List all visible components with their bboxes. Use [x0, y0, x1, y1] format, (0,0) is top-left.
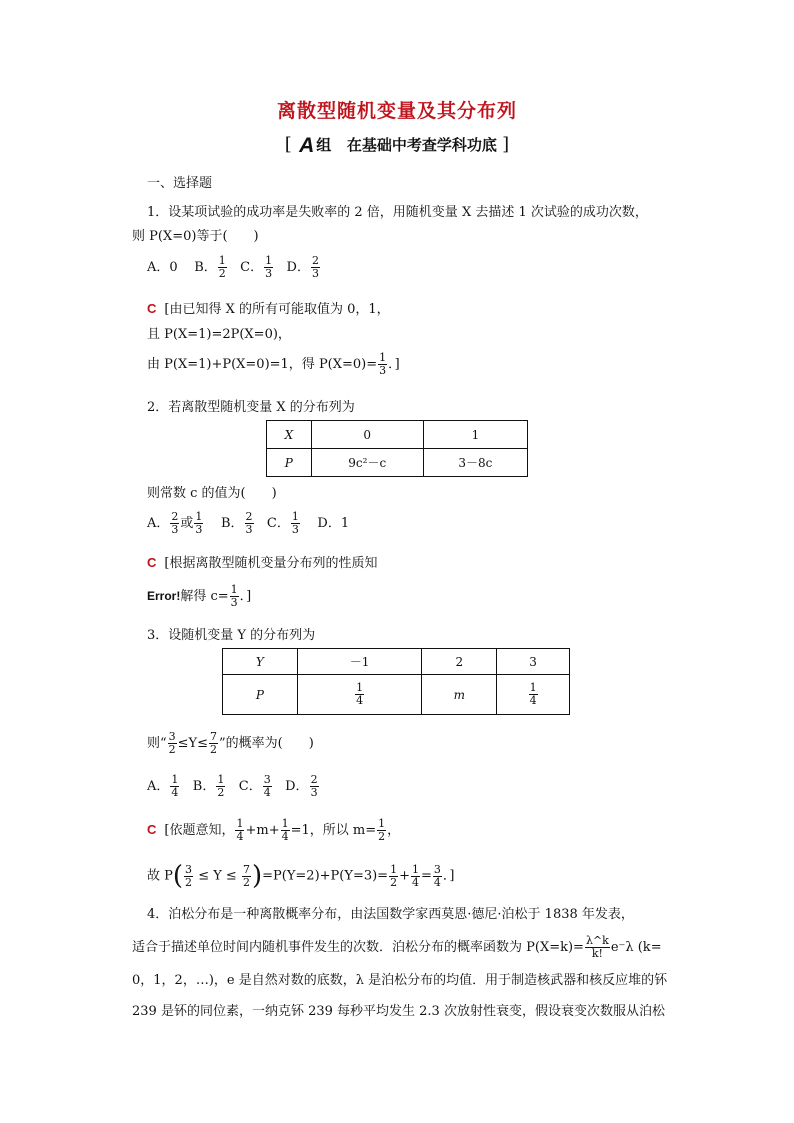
q2-solution-line2 [147, 584, 251, 609]
q3-options [147, 774, 320, 799]
q3-table-header-3: 3 [497, 649, 570, 675]
q3-option-c-fraction: $\frac{3}{4}$ [263, 773, 271, 799]
q3-solution-mid1: +m+ [245, 823, 280, 838]
q1-solution-text1: [由已知得 X 的所有可能取值为 0，1， [164, 302, 390, 317]
q4-line2 [132, 935, 662, 960]
q1-solution-line2: 且 P(X=1)=2P(X=0)， [147, 327, 291, 342]
q4-line2-text: 适合于描述单位时间内随机事件发生的次数．泊松分布的概率函数为 P(X=k)= [132, 940, 584, 955]
q3-solution-line1 [147, 818, 400, 843]
q4-line3: 0，1，2，…)，e 是自然对数的底数，λ 是泊松分布的均值．用于制造核武器和核反应堆的钚 [132, 973, 668, 988]
q3-solution-text1b: =1，所以 m= [290, 823, 377, 838]
group-letter: A [299, 134, 315, 157]
q3-solution-fraction8: $\frac{3}{4}$ [433, 862, 441, 889]
q3-option-b: B． [192, 779, 216, 794]
q2-options [147, 511, 349, 536]
q3-solution-equals: = [420, 868, 432, 884]
q2-stem: 2．若离散型随机变量 X 的分布列为 [147, 400, 355, 415]
q3-table-p3: $\frac{1}{4}$ [497, 675, 570, 715]
q1-option-a: A．0 [147, 260, 178, 275]
page-title: 离散型随机变量及其分布列 [276, 100, 517, 122]
q2-error-marker: Error! [147, 589, 181, 603]
q2-question: 则常数 c 的值为( ) [147, 486, 277, 501]
q3-solution-fraction6: $\frac{1}{2}$ [390, 862, 398, 889]
q1-stem-line2: 则 P(X=0)等于( ) [132, 229, 259, 244]
q3-table-p-neg1: $\frac{1}{4}$ [297, 675, 422, 715]
q3-solution-text2: 故 P [147, 868, 173, 884]
q2-table-row-p: P [267, 449, 312, 477]
q3-answer: C [147, 822, 157, 837]
q1-stem-line1: 1．设某项试验的成功率是失败率的 2 倍，用随机变量 X 去描述 1 次试验的成功次数， [147, 205, 648, 220]
q2-distribution-table [266, 420, 528, 477]
q3-solution-text2b: =P(Y=2)+P(Y=3)= [262, 868, 389, 884]
group-close-bracket: ] [502, 134, 510, 155]
q2-option-d: D．1 [317, 516, 350, 531]
group-heading [0, 134, 794, 158]
q3-table-header-y: Y [223, 649, 298, 675]
q3-solution-text1: [依题意知， [164, 823, 235, 838]
q1-option-b-fraction: $\frac{1}{2}$ [218, 254, 226, 280]
q1-solution-text3: 由 P(X=1)+P(X=0)=1，得 P(X=0)= [147, 357, 378, 372]
q3-table-header-2: 2 [422, 649, 497, 675]
q2-table-header-1: 1 [423, 421, 527, 449]
q1-option-d-fraction: $\frac{2}{3}$ [311, 254, 319, 280]
q2-solution-text2: 解得 c= [180, 589, 229, 604]
q2-table-p0: 9c²－c [311, 449, 423, 477]
q2-option-b: B． [220, 516, 244, 531]
group-open-bracket: [ [284, 134, 292, 155]
q2-solution-fraction: $\frac{1}{3}$ [230, 583, 238, 609]
q3-solution-fraction2: $\frac{1}{4}$ [281, 817, 289, 843]
q3-solution-text1c: ， [387, 823, 401, 838]
q3-solution-line2 [147, 861, 454, 891]
q2-table-header-0: 0 [311, 421, 423, 449]
q3-question-end: ”的概率为( ) [219, 736, 314, 751]
q3-option-d: D． [285, 779, 309, 794]
q2-option-b-fraction: $\frac{2}{3}$ [245, 510, 253, 536]
q1-answer: C [147, 301, 157, 316]
q3-table-header-neg1: －1 [297, 649, 422, 675]
q3-solution-fraction3: $\frac{1}{2}$ [378, 817, 386, 843]
q1-options [147, 255, 321, 280]
q2-solution-line1 [147, 552, 377, 571]
section-heading: 一、选择题 [147, 176, 213, 191]
q3-solution-end: ．] [442, 868, 455, 884]
q2-answer: C [147, 555, 157, 570]
q3-solution-fraction4: $\frac{3}{2}$ [185, 862, 193, 889]
group-text: 在基础中考查学科功底 [346, 136, 497, 154]
q3-question-start: 则“ [147, 736, 167, 751]
q1-option-d: D． [286, 260, 310, 275]
q3-question-fraction2: $\frac{7}{2}$ [210, 730, 218, 756]
q3-table-row-p: P [223, 675, 298, 715]
q1-solution-fraction: $\frac{1}{3}$ [379, 351, 387, 377]
q3-option-a-fraction: $\frac{1}{4}$ [171, 773, 179, 799]
q2-option-c-fraction: $\frac{1}{3}$ [291, 510, 299, 536]
q1-option-c-fraction: $\frac{1}{3}$ [265, 254, 273, 280]
q3-stem: 3．设随机变量 Y 的分布列为 [147, 628, 316, 643]
q1-solution-end: ．] [388, 357, 400, 372]
q1-solution-line1 [147, 298, 390, 317]
q2-option-a-or: 或 [180, 516, 194, 531]
q2-option-a-fraction2: $\frac{1}{3}$ [195, 510, 203, 536]
q3-solution-plus: + [399, 868, 410, 884]
q3-option-c: C． [238, 779, 262, 794]
q1-solution-line3 [147, 352, 400, 377]
q3-option-b-fraction: $\frac{1}{2}$ [217, 773, 225, 799]
q4-line1: 4．泊松分布是一种离散概率分布，由法国数学家西莫恩·德尼·泊松于 1838 年发表， [147, 907, 634, 922]
q2-table-header-x: X [267, 421, 312, 449]
q4-line2-end: e⁻λ (k= [610, 940, 662, 955]
q1-option-c: C． [240, 260, 264, 275]
q3-option-d-fraction: $\frac{2}{3}$ [310, 773, 318, 799]
q2-option-c: C． [266, 516, 290, 531]
q2-solution-end: ．] [239, 589, 252, 604]
q3-question-fraction1: $\frac{3}{2}$ [168, 730, 176, 756]
q3-distribution-table [222, 648, 570, 715]
q3-solution-mid2: ≤ Y ≤ [198, 868, 237, 884]
q4-line4: 239 是钚的同位素，一纳克钚 239 每秒平均发生 2.3 次放射性衰变，假设衰变次数服从泊松 [132, 1004, 665, 1019]
q2-option-a: A． [147, 516, 170, 531]
q3-question-mid: ≤Y≤ [177, 736, 209, 751]
q2-solution-text1: [根据离散型随机变量分布列的性质知 [164, 556, 378, 571]
group-label: 组 [316, 136, 332, 154]
q2-option-a-fraction1: $\frac{2}{3}$ [171, 510, 179, 536]
q3-solution-fraction7: $\frac{1}{4}$ [411, 862, 419, 889]
q2-table-p1: 3－8c [423, 449, 527, 477]
q3-left-paren: ( [172, 861, 184, 891]
q3-solution-fraction1: $\frac{1}{4}$ [236, 817, 244, 843]
q4-poisson-fraction: $\frac{\lambda\^{}k}{k!}$ [585, 934, 609, 960]
q3-question [147, 731, 314, 756]
q3-right-paren: ) [251, 861, 263, 891]
q3-solution-fraction5: $\frac{7}{2}$ [242, 862, 250, 889]
q3-table-p2: m [422, 675, 497, 715]
q3-option-a: A． [147, 779, 170, 794]
q1-option-b: B． [194, 260, 217, 275]
